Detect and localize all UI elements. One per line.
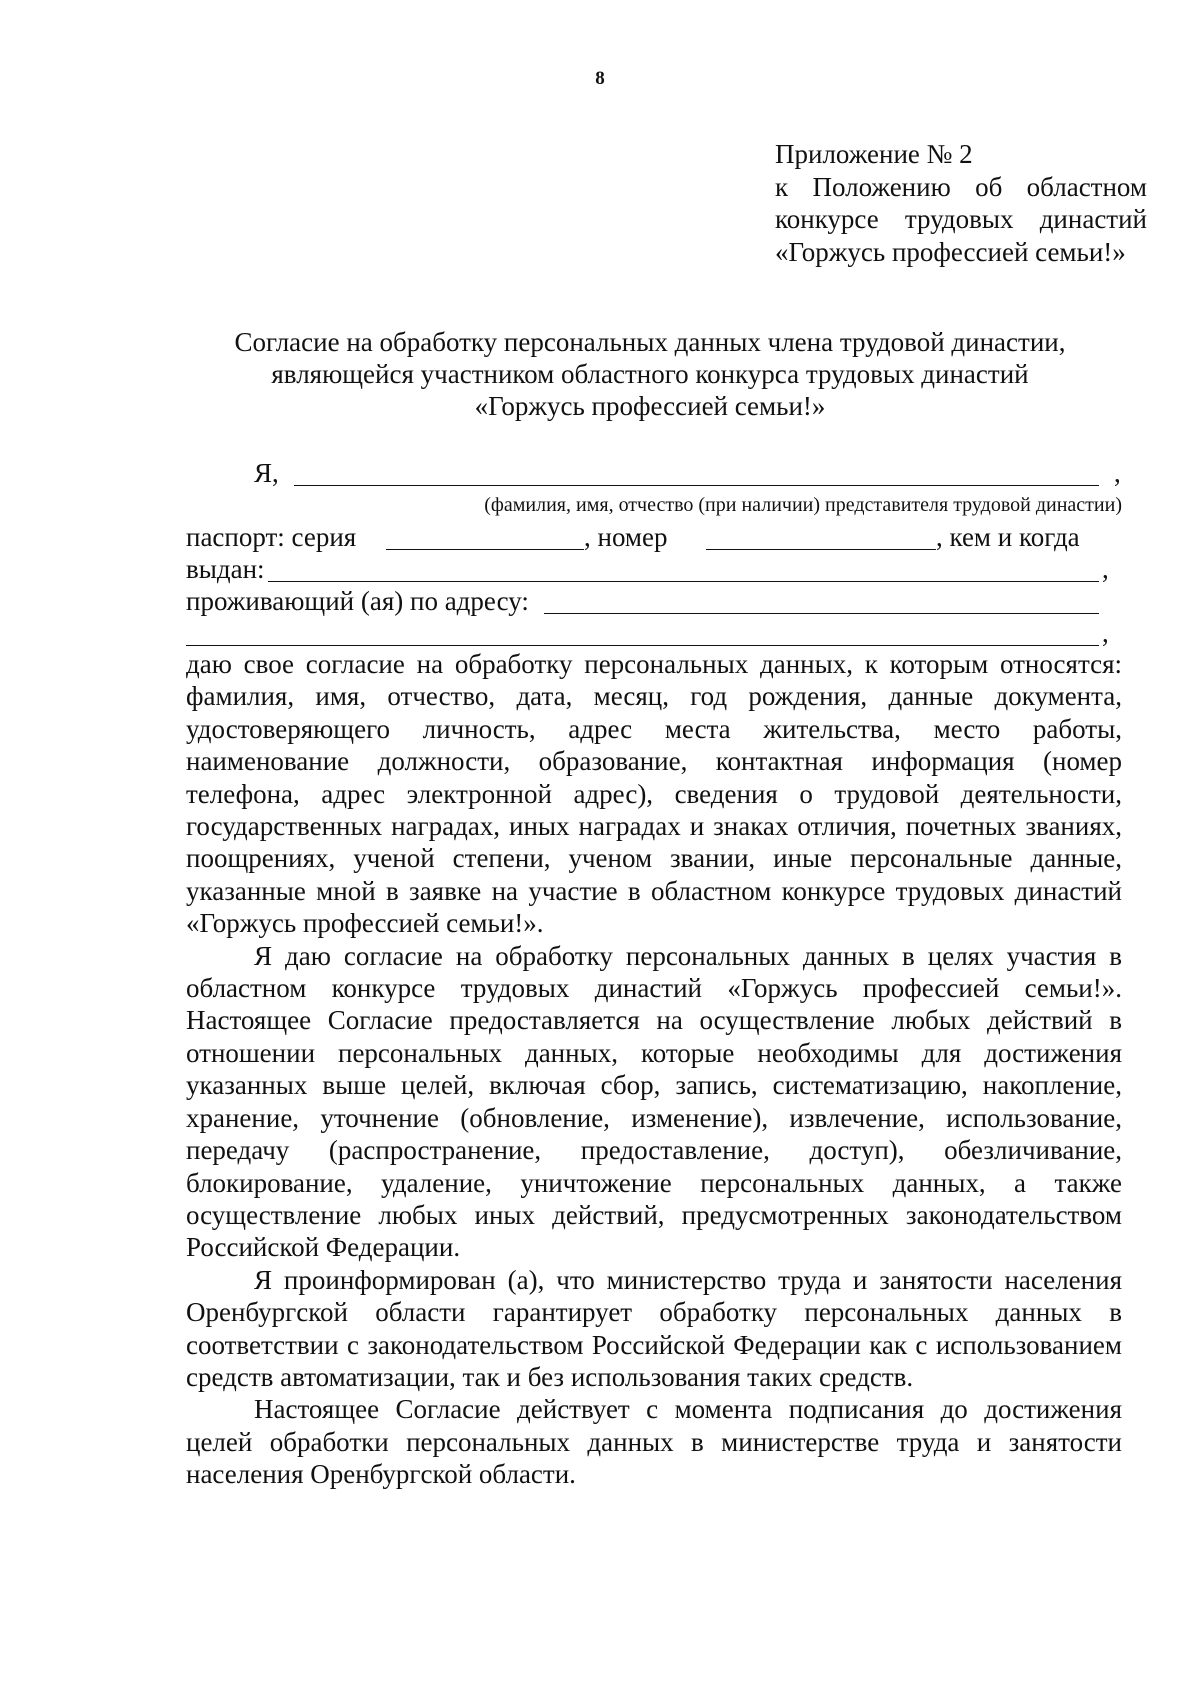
passport-series-field[interactable] — [386, 549, 584, 550]
issued-row — [186, 554, 1122, 586]
address-field[interactable] — [544, 613, 1099, 614]
page-number: 8 — [595, 68, 605, 89]
appendix-line-3: конкурсе трудовых династий — [775, 204, 1147, 234]
title-line-1: Согласие на обработку персональных данных члена трудовой династии, — [234, 327, 1066, 357]
consent-paragraph-2: Я даю согласие на обработку персональных данных в целях участия в областном конкурсе трудовых династий «Горжусь профессией семьи!». Настоящее Согласие предоставляется на осуществление любых действий в отношении персональных данных, которые необходимы для достижения указанных выше целей, включая сбор, запись, систематизацию, накопление, хранение, уточнение (обновление, изменение), извлечение, использование, передачу (распространение, предоставление, доступ), обезличивание, блокирование, удаление, уничтожение персональных данных, а также осуществление любых иных действий, предусмотренных законодательством Российской Федерации. — [186, 940, 1122, 1263]
passport-number-label: , номер — [584, 522, 668, 552]
appendix-header — [775, 138, 1147, 268]
passport-row — [186, 522, 1122, 554]
title-line-2: являющейся участником областного конкурса трудовых династий — [271, 359, 1029, 389]
issued-field[interactable] — [268, 581, 1099, 582]
issued-label: выдан: — [186, 554, 265, 584]
issued-by-label: , кем и когда — [936, 522, 1080, 552]
full-name-field[interactable] — [294, 485, 1099, 486]
passport-number-field[interactable] — [706, 549, 936, 550]
name-comma: , — [1114, 458, 1121, 488]
consent-paragraph-4: Настоящее Согласие действует с момента подписания до достижения целей обработки персональных данных в министерстве труда и занятости населения Оренбургской области. — [186, 1394, 1122, 1490]
document-title — [185, 326, 1115, 422]
passport-series-label: паспорт: серия — [186, 522, 357, 552]
issued-comma: , — [1102, 554, 1109, 584]
consent-paragraph-3: Я проинформирован (а), что министерство труда и занятости населения Оренбургской области гарантирует обработку персональных данных в соответствии с законодательством Российской Федерации как с использованием средств автоматизации, так и без использования таких средств. — [186, 1264, 1122, 1392]
address-continuation-field[interactable] — [186, 645, 1099, 646]
name-row — [186, 458, 1122, 490]
address-comma: , — [1102, 618, 1109, 648]
address-continuation-row — [186, 618, 1122, 650]
appendix-line-4: «Горжусь профессией семьи!» — [775, 236, 1126, 267]
appendix-line-1: Приложение № 2 — [775, 139, 973, 169]
i-label: Я, — [254, 458, 279, 488]
appendix-line-2: к Положению об областном — [775, 171, 1147, 202]
title-line-3: «Горжусь профессией семьи!» — [474, 391, 826, 421]
address-label: проживающий (ая) по адресу: — [186, 586, 529, 616]
consent-paragraph-1: даю свое согласие на обработку персональных данных, к которым относятся: фамилия, имя, отчество, дата, месяц, год рождения, данные документа, удостоверяющего личность, адрес места жительства, место работы, наименование должности, образование, контактная информация (номер телефона, адрес электронной адрес), сведения о трудовой деятельности, государственных наградах, иных наградах и знаках отличия, почетных званиях, поощрениях, ученой степени, ученом звании, иные персональные данные, указанные мной в заявке на участие в областном конкурсе трудовых династий «Горжусь профессией семьи!». — [186, 649, 1122, 939]
consent-body — [186, 648, 1122, 1491]
full-name-hint: (фамилия, имя, отчество (при наличии) представителя трудовой династии) — [484, 494, 1122, 516]
address-row — [186, 586, 1122, 618]
